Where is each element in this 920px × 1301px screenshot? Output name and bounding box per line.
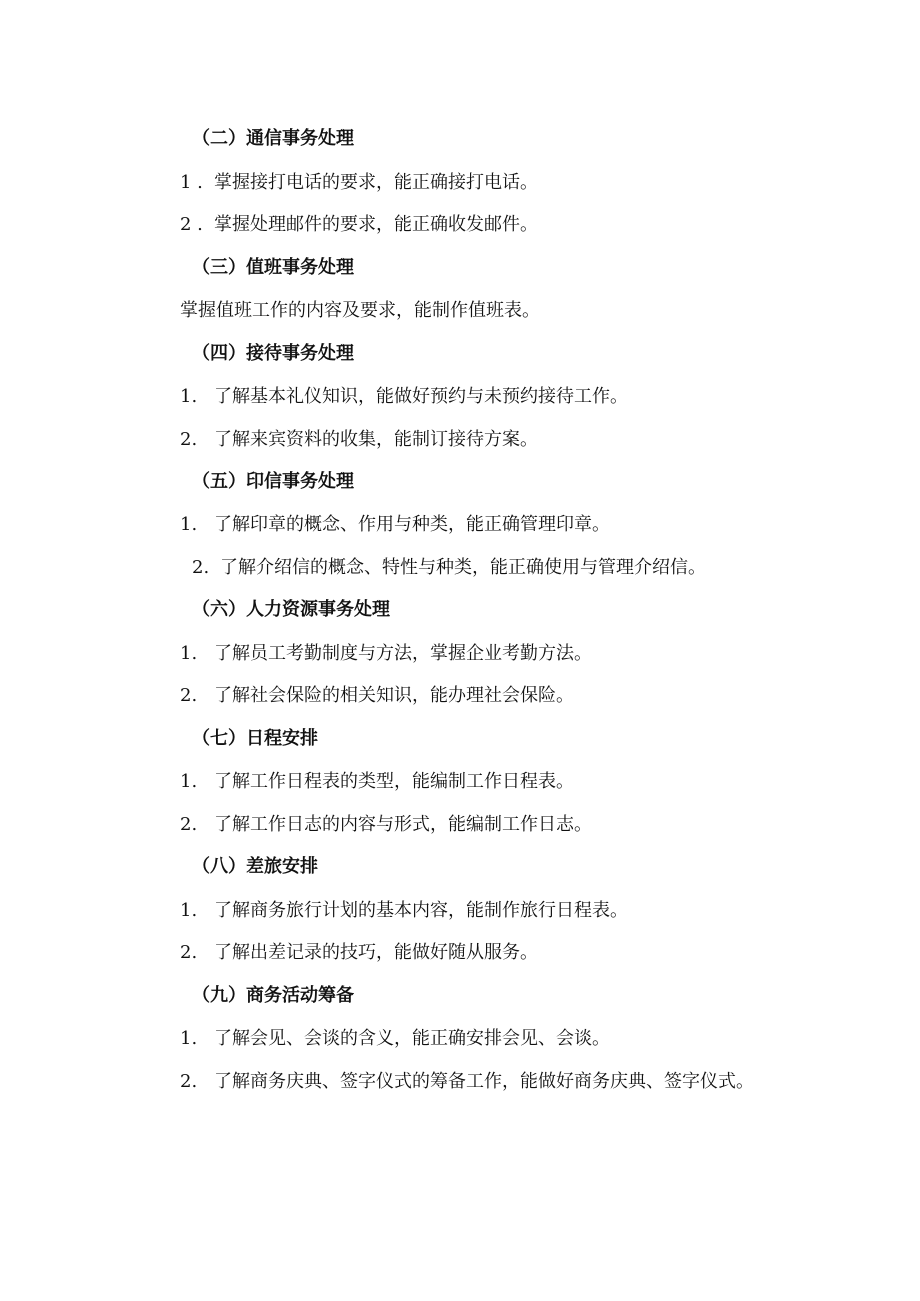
section-heading-4: （四）接待事务处理 xyxy=(192,343,354,364)
section-heading-6: （六）人力资源事务处理 xyxy=(192,599,390,620)
list-item xyxy=(180,171,538,195)
list-item-number: 2. xyxy=(180,814,198,835)
list-item-text: 了解员工考勤制度与方法，掌握企业考勤方法。 xyxy=(214,643,592,664)
list-item xyxy=(180,899,628,923)
list-item-text: 掌握接打电话的要求，能正确接打电话。 xyxy=(214,172,538,193)
list-item-text: 了解出差记录的技巧，能做好随从服务。 xyxy=(214,942,538,963)
list-item xyxy=(180,941,538,965)
list-item xyxy=(180,1027,610,1051)
list-item-number: 1. xyxy=(180,771,198,792)
section-heading-5: （五）印信事务处理 xyxy=(192,471,354,492)
list-item xyxy=(192,556,706,580)
list-item-number: 1. xyxy=(180,1028,198,1049)
list-item-number: 1. xyxy=(180,643,198,664)
section-heading-3: （三）值班事务处理 xyxy=(192,257,354,278)
list-item-number: 1. xyxy=(180,386,198,407)
list-item-number: 1. xyxy=(180,514,198,535)
list-item-text: 了解印章的概念、作用与种类，能正确管理印章。 xyxy=(214,514,610,535)
list-item-number: 2. xyxy=(192,557,210,578)
list-item-number: 2. xyxy=(180,429,198,450)
list-item-number: 2 . xyxy=(180,214,203,235)
list-item-text: 了解会见、会谈的含义，能正确安排会见、会谈。 xyxy=(214,1028,610,1049)
list-item xyxy=(180,770,574,794)
list-item-text: 了解商务庆典、签字仪式的筹备工作，能做好商务庆典、签字仪式。 xyxy=(214,1071,754,1092)
list-item-text: 掌握处理邮件的要求，能正确收发邮件。 xyxy=(214,214,538,235)
list-item xyxy=(180,213,538,237)
list-item-number: 1. xyxy=(180,900,198,921)
list-item xyxy=(180,385,628,409)
list-item xyxy=(180,513,610,537)
list-item xyxy=(180,684,574,708)
list-item-text: 了解工作日志的内容与形式，能编制工作日志。 xyxy=(214,814,592,835)
list-item-text: 了解商务旅行计划的基本内容，能制作旅行日程表。 xyxy=(214,900,628,921)
list-item xyxy=(180,428,538,452)
list-item-number: 1 . xyxy=(180,172,203,193)
list-item-text: 了解社会保险的相关知识，能办理社会保险。 xyxy=(214,685,574,706)
section-heading-9: （九）商务活动筹备 xyxy=(192,985,354,1006)
list-item-text: 了解工作日程表的类型，能编制工作日程表。 xyxy=(214,771,574,792)
paragraph: 掌握值班工作的内容及要求，能制作值班表。 xyxy=(180,300,540,321)
list-item xyxy=(180,1070,754,1094)
section-heading-8: （八）差旅安排 xyxy=(192,856,318,877)
section-heading-2: （二）通信事务处理 xyxy=(192,128,354,149)
list-item-text: 了解介绍信的概念、特性与种类，能正确使用与管理介绍信。 xyxy=(220,557,706,578)
list-item-number: 2. xyxy=(180,1071,198,1092)
list-item-number: 2. xyxy=(180,685,198,706)
list-item xyxy=(180,813,592,837)
list-item xyxy=(180,642,592,666)
list-item-text: 了解基本礼仪知识，能做好预约与未预约接待工作。 xyxy=(214,386,628,407)
section-heading-7: （七）日程安排 xyxy=(192,728,318,749)
list-item-number: 2. xyxy=(180,942,198,963)
list-item-text: 了解来宾资料的收集，能制订接待方案。 xyxy=(214,429,538,450)
